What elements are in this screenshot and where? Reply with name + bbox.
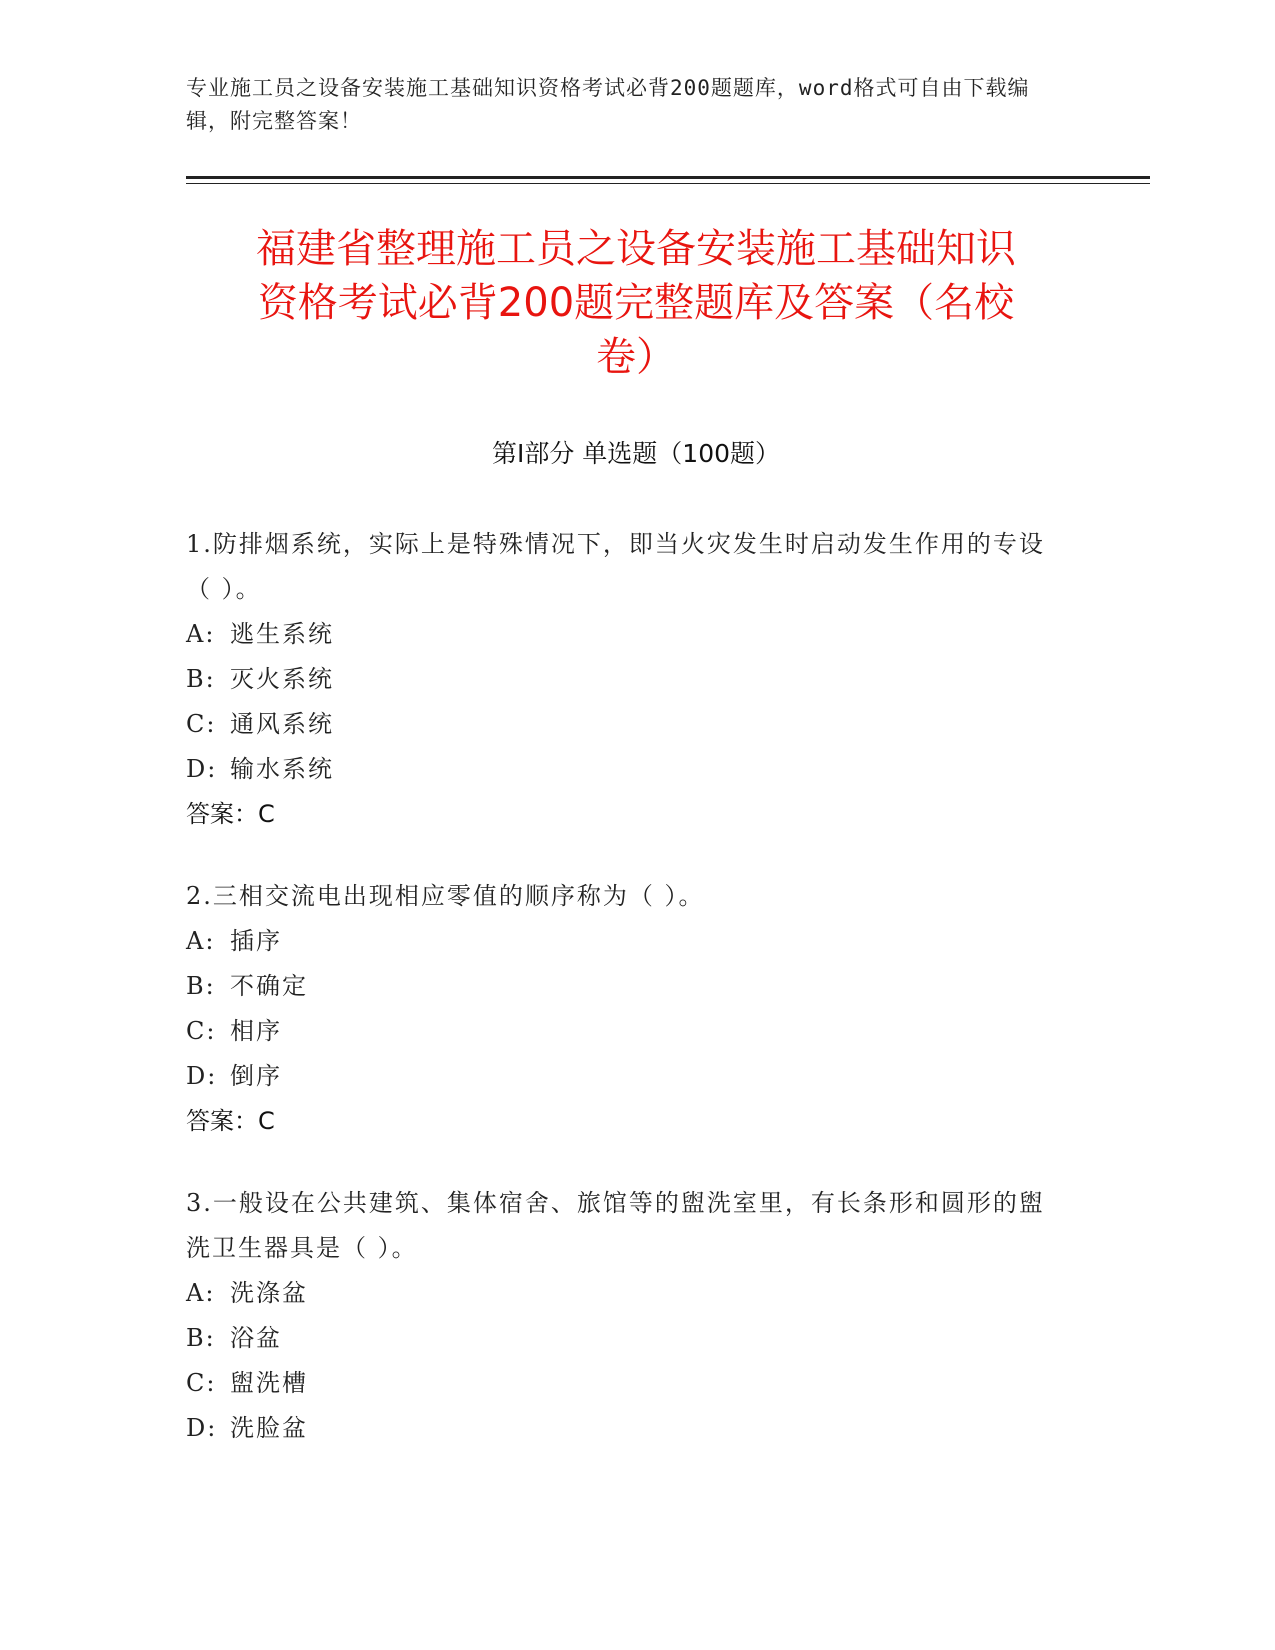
document-title-line-2: 资格考试必背200题完整题库及答案（名校 <box>257 280 1015 326</box>
answer: 答案：C <box>186 1107 275 1135</box>
header-rule-thick <box>186 176 1150 179</box>
option-key: D: <box>186 1062 218 1090</box>
option-key: C: <box>186 1369 217 1397</box>
question-list <box>186 522 1066 1488</box>
document-title-line-1: 福建省整理施工员之设备安装施工基础知识 <box>256 226 1016 272</box>
header-rule-thin <box>186 183 1150 184</box>
option-d <box>186 747 1066 792</box>
option-text: 倒序 <box>230 1062 282 1090</box>
option-c <box>186 1009 1066 1054</box>
option-a <box>186 919 1066 964</box>
option-d <box>186 1406 1066 1451</box>
option-text: 输水系统 <box>230 755 334 783</box>
question-stem: 2.三相交流电出现相应零值的顺序称为（ ）。 <box>186 882 705 910</box>
option-key: C: <box>186 710 217 738</box>
question-2 <box>186 874 1066 1144</box>
document-title <box>186 222 1086 384</box>
option-text: 插序 <box>230 927 282 955</box>
option-c <box>186 702 1066 747</box>
question-1 <box>186 522 1066 837</box>
option-key: A: <box>186 1279 216 1307</box>
option-key: B: <box>186 665 216 693</box>
option-text: 灭火系统 <box>230 665 334 693</box>
option-key: D: <box>186 1414 218 1442</box>
option-key: B: <box>186 1324 216 1352</box>
option-key: D: <box>186 755 218 783</box>
header-note: 专业施工员之设备安装施工基础知识资格考试必背200题题库，word格式可自由下载编辑，附完整答案！ <box>186 76 1030 133</box>
option-b <box>186 657 1066 702</box>
option-text: 盥洗槽 <box>230 1369 308 1397</box>
answer: 答案：C <box>186 800 275 828</box>
option-b <box>186 964 1066 1009</box>
option-key: A: <box>186 927 216 955</box>
option-c <box>186 1361 1066 1406</box>
option-text: 逃生系统 <box>230 620 334 648</box>
option-text: 浴盆 <box>230 1324 282 1352</box>
option-key: B: <box>186 972 216 1000</box>
option-text: 相序 <box>230 1017 282 1045</box>
option-a <box>186 1271 1066 1316</box>
question-stem: 3.一般设在公共建筑、集体宿舍、旅馆等的盥洗室里，有长条形和圆形的盥洗卫生器具是（ ）。 <box>186 1189 1045 1262</box>
option-a <box>186 612 1066 657</box>
option-text: 洗脸盆 <box>230 1414 308 1442</box>
option-d <box>186 1054 1066 1099</box>
document-title-line-3: 卷） <box>596 334 676 380</box>
option-text: 通风系统 <box>230 710 334 738</box>
question-3 <box>186 1181 1066 1451</box>
option-text: 不确定 <box>230 972 308 1000</box>
option-key: C: <box>186 1017 217 1045</box>
section-title: 第Ⅰ部分 单选题（100题） <box>491 439 781 468</box>
question-stem: 1.防排烟系统，实际上是特殊情况下，即当火灾发生时启动发生作用的专设（ ）。 <box>186 530 1045 603</box>
option-b <box>186 1316 1066 1361</box>
option-text: 洗涤盆 <box>230 1279 308 1307</box>
option-key: A: <box>186 620 216 648</box>
